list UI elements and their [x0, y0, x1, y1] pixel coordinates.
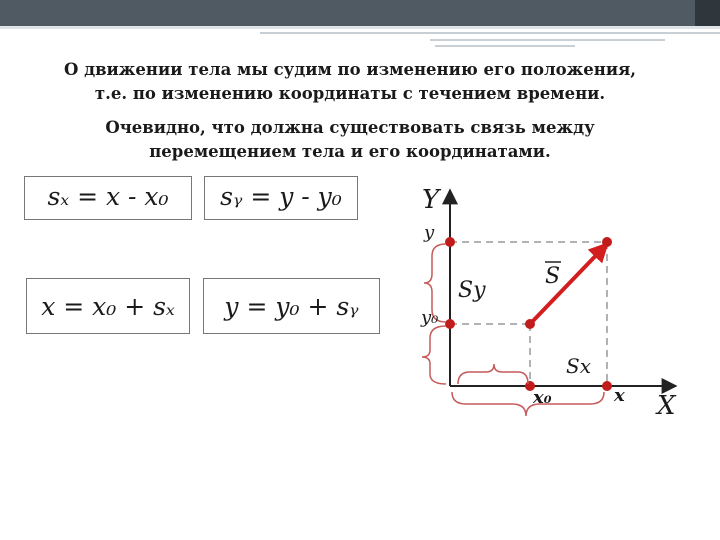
label-sy: Sy [458, 278, 486, 303]
intro-line-3: Очевидно, что должна существовать связь между [105, 118, 595, 137]
formula-sx: sₓ = x - x₀ [47, 182, 169, 211]
label-x: x [614, 385, 625, 406]
brace-sx [452, 392, 604, 416]
intro-line-4: перемещением тела и его координатами. [149, 142, 551, 161]
brace-y0 [422, 326, 446, 384]
displacement-vector [530, 245, 606, 324]
point-end [602, 237, 612, 247]
brace-x0 [458, 364, 528, 384]
formula-sy: sᵧ = y - y₀ [220, 182, 342, 211]
formula-x: x = x₀ + sₓ [41, 292, 175, 321]
label-y: y [424, 222, 435, 243]
intro-line-1: О движении тела мы судим по изменению его положения, [63, 60, 637, 79]
point-x [602, 381, 612, 391]
label-axis-x: X [657, 391, 676, 421]
point-y0 [445, 319, 455, 329]
point-start [525, 319, 535, 329]
intro-line-2: т.е. по изменению координаты с течением времени. [94, 84, 606, 103]
point-y [445, 237, 455, 247]
label-x0: x₀ [533, 387, 552, 408]
label-s: S [545, 264, 561, 289]
label-axis-y: Y [422, 185, 440, 215]
formula-y: y = y₀ + sᵧ [224, 292, 359, 321]
label-y0: y₀ [421, 307, 439, 328]
label-sx: Sx [566, 354, 591, 378]
